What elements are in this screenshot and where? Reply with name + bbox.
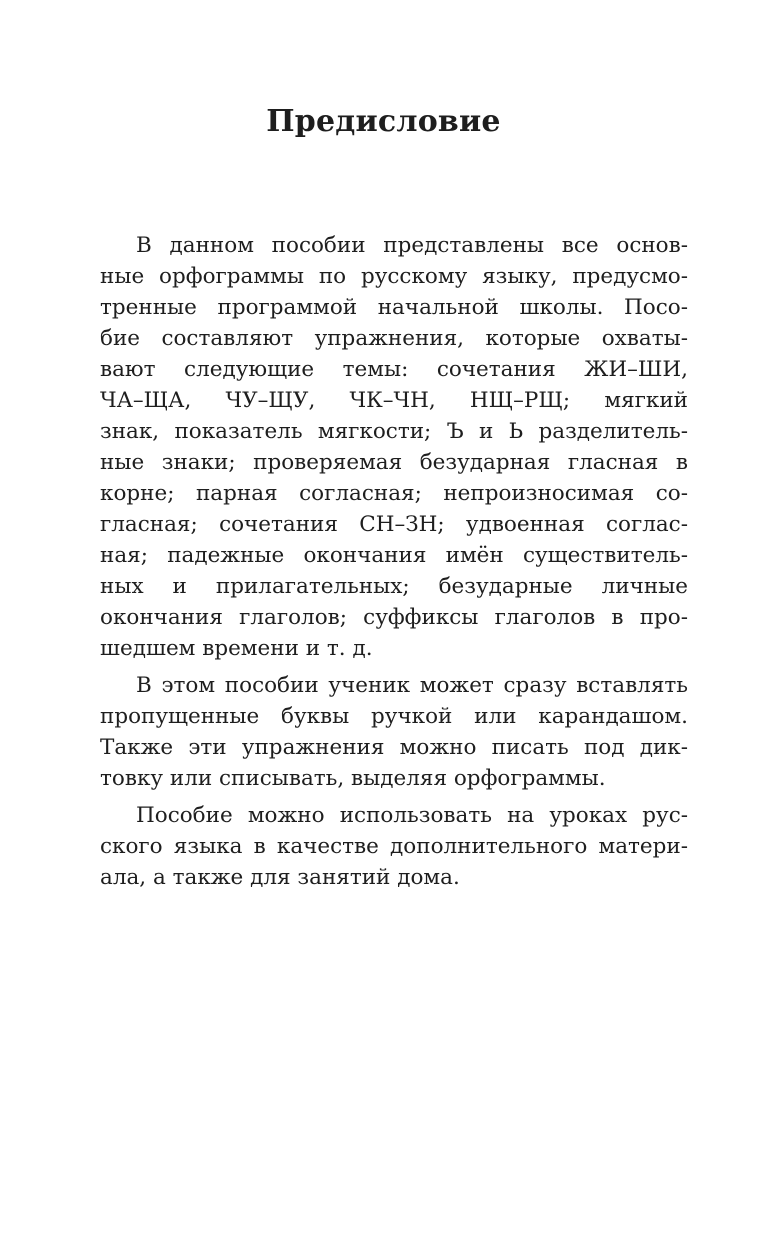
page-title: Предисловие: [266, 104, 501, 139]
text-line: знак, показатель мягкости; Ъ и Ь разделитель-: [100, 419, 688, 444]
text-line: гласная; сочетания СН–ЗН; удвоенная соглас-: [100, 512, 688, 537]
paragraph-3: [100, 800, 688, 893]
text-line: товку или списывать, выделяя орфограммы.: [100, 766, 606, 791]
text-line: шедшем времени и т. д.: [100, 636, 373, 661]
preface-text: [100, 230, 688, 893]
text-line: ные орфограммы по русскому языку, предусмо-: [100, 264, 688, 289]
paragraph-1: [100, 230, 688, 664]
text-line: ЧА–ЩА, ЧУ–ЩУ, ЧК–ЧН, НЩ–РЩ; мягкий: [100, 388, 688, 413]
text-line: корне; парная согласная; непроизносимая со-: [100, 481, 688, 506]
text-line: бие составляют упражнения, которые охваты-: [100, 326, 688, 351]
text-line: тренные программой начальной школы. Посо-: [100, 295, 688, 320]
text-line: Также эти упражнения можно писать под дик-: [100, 735, 688, 760]
text-line: окончания глаголов; суффиксы глаголов в про-: [100, 605, 688, 630]
text-line: Пособие можно использовать на уроках рус-: [136, 803, 688, 828]
paragraph-2: [100, 670, 688, 794]
text-line: ского языка в качестве дополнительного матери-: [100, 834, 688, 859]
text-line: ала, а также для занятий дома.: [100, 865, 460, 890]
text-line: В этом пособии ученик может сразу вставлять: [136, 673, 688, 698]
text-line: ная; падежные окончания имён существитель-: [100, 543, 688, 568]
text-line: вают следующие темы: сочетания ЖИ–ШИ,: [100, 357, 688, 382]
text-line: пропущенные буквы ручкой или карандашом.: [100, 704, 688, 729]
text-line: ных и прилагательных; безударные личные: [100, 574, 688, 599]
text-line: ные знаки; проверяемая безударная гласная в: [100, 450, 688, 475]
text-line: В данном пособии представлены все основ-: [136, 233, 688, 258]
